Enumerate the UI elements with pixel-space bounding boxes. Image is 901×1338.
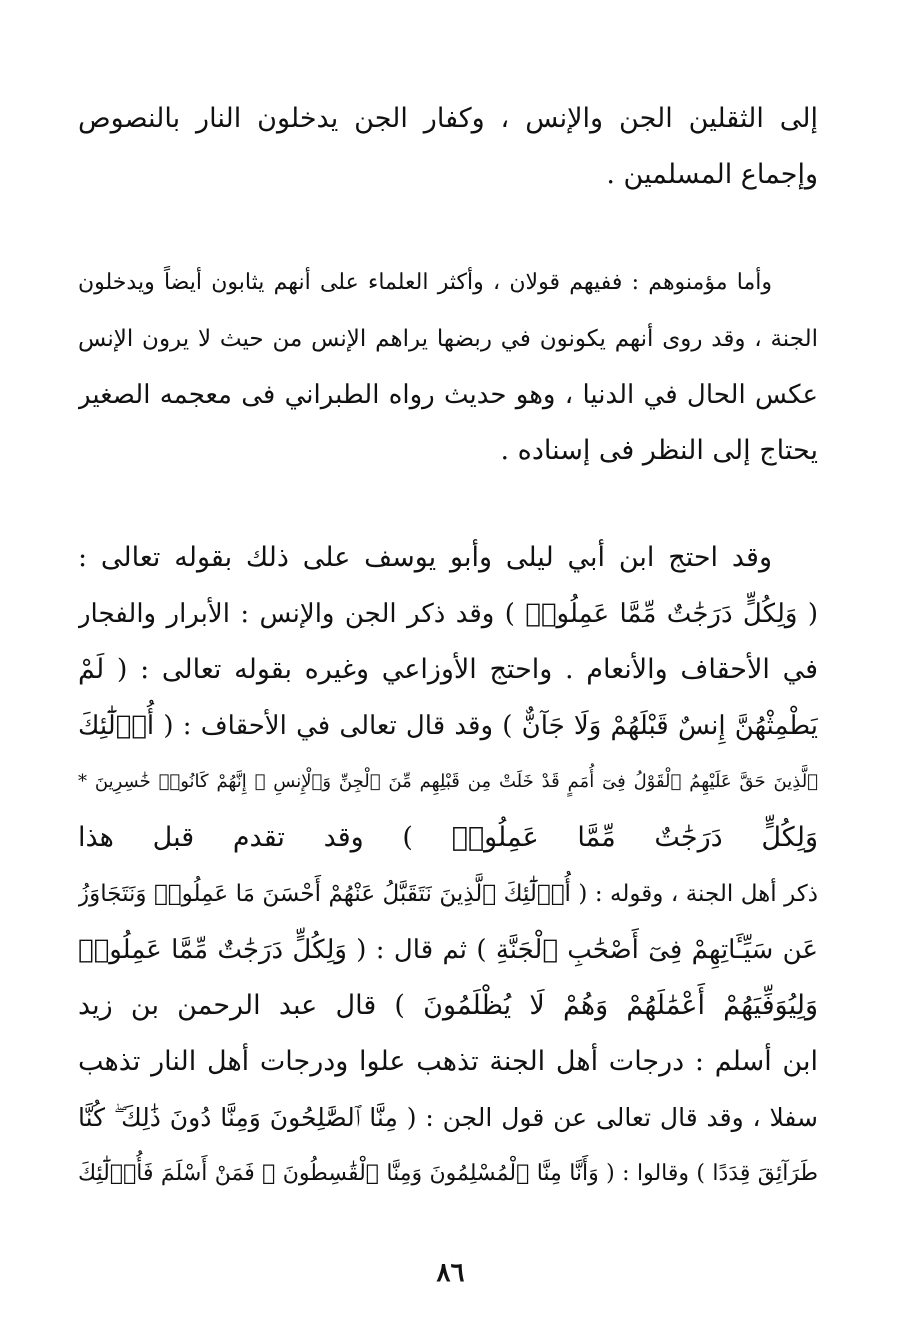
page-number: ٨٦ (436, 1258, 465, 1288)
text-line: عكس الحال في الدنيا ، وهو حديث رواه الطبراني فى معجمه الصغير (78, 380, 818, 410)
text-line: سفلا ، وقد قال تعالى عن قول الجن : ( مِنَّا ٱلصَّٰلِحُونَ وَمِنَّا دُونَ ذَٰلِكَ ۖ كُنَّا (78, 1103, 818, 1132)
text-line: وَلِيُوَفِّيَهُمْ أَعْمَٰلَهُمْ وَهُمْ لَا يُظْلَمُونَ ) قال عبد الرحمن بن زيد (78, 990, 818, 1021)
text-line: وقد احتج ابن أبي ليلى وأبو يوسف على ذلك بقوله تعالى : (78, 542, 772, 573)
text-line: وَلِكُلٍّ دَرَجَٰتٌ مِّمَّا عَمِلُوا۟ ) وقد تقدم قبل هذا (78, 822, 818, 853)
paragraph-2 (78, 255, 818, 479)
paragraph-3 (78, 530, 818, 1202)
text-line: وأما مؤمنوهم : ففيهم قولان ، وأكثر العلماء على أنهم يثابون أيضاً ويدخلون (78, 270, 772, 295)
text-line: ٱلَّذِينَ حَقَّ عَلَيْهِمُ ٱلْقَوْلُ فِىٓ أُمَمٍ قَدْ خَلَتْ مِن قَبْلِهِم مِّنَ ٱلْجِنِّ وَٱلْإِنسِ ۖ إِنَّهُمْ كَانُوا۟ خَٰسِرِينَ * (78, 771, 818, 792)
text-line: عَن سَيِّـَٔاتِهِمْ فِىٓ أَصْحَٰبِ ٱلْجَنَّةِ ) ثم قال : ( وَلِكُلٍّ دَرَجَٰتٌ مِّمَّا عَمِلُوا۟ (78, 935, 818, 965)
text-line: إلى الثقلين الجن والإنس ، وكفار الجن يدخلون النار بالنصوص (78, 103, 818, 134)
text-line: وإجماع المسلمين . (606, 159, 818, 190)
text-line: يحتاج إلى النظر فى إسناده . (500, 435, 818, 466)
text-line: يَطْمِثْهُنَّ إِنسٌ قَبْلَهُمْ وَلَا جَآنٌّ ) وقد قال تعالى في الأحقاف : ( أُو۟لَٰٓئِكَ (78, 711, 818, 741)
text-line: ابن أسلم : درجات أهل الجنة تذهب علوا ودرجات أهل النار تذهب (78, 1046, 818, 1077)
text-line: ذكر أهل الجنة ، وقوله : ( أُو۟لَٰٓئِكَ ٱلَّذِينَ نَتَقَبَّلُ عَنْهُمْ أَحْسَنَ مَا عَمِلُوا۟ وَنَتَجَاوَزُ (78, 881, 818, 907)
text-line: ( وَلِكُلٍّ دَرَجَٰتٌ مِّمَّا عَمِلُوا۟ ) وقد ذكر الجن والإنس : الأبرار والفجار (78, 599, 818, 629)
text-line: طَرَآئِقَ قِدَدًا ) وقالوا : ( وَأَنَّا مِنَّا ٱلْمُسْلِمُونَ وَمِنَّا ٱلْقَٰسِطُونَ ۖ فَمَنْ أَسْلَمَ فَأُو۟لَٰٓئِكَ (78, 1161, 818, 1186)
text-line: الجنة ، وقد روى أنهم يكونون في ربضها يراهم الإنس من حيث لا يرون الإنس (78, 326, 818, 352)
text-line: في الأحقاف والأنعام . واحتج الأوزاعي وغيره بقوله تعالى : ( لَمْ (78, 654, 818, 685)
paragraph-1 (78, 91, 818, 203)
